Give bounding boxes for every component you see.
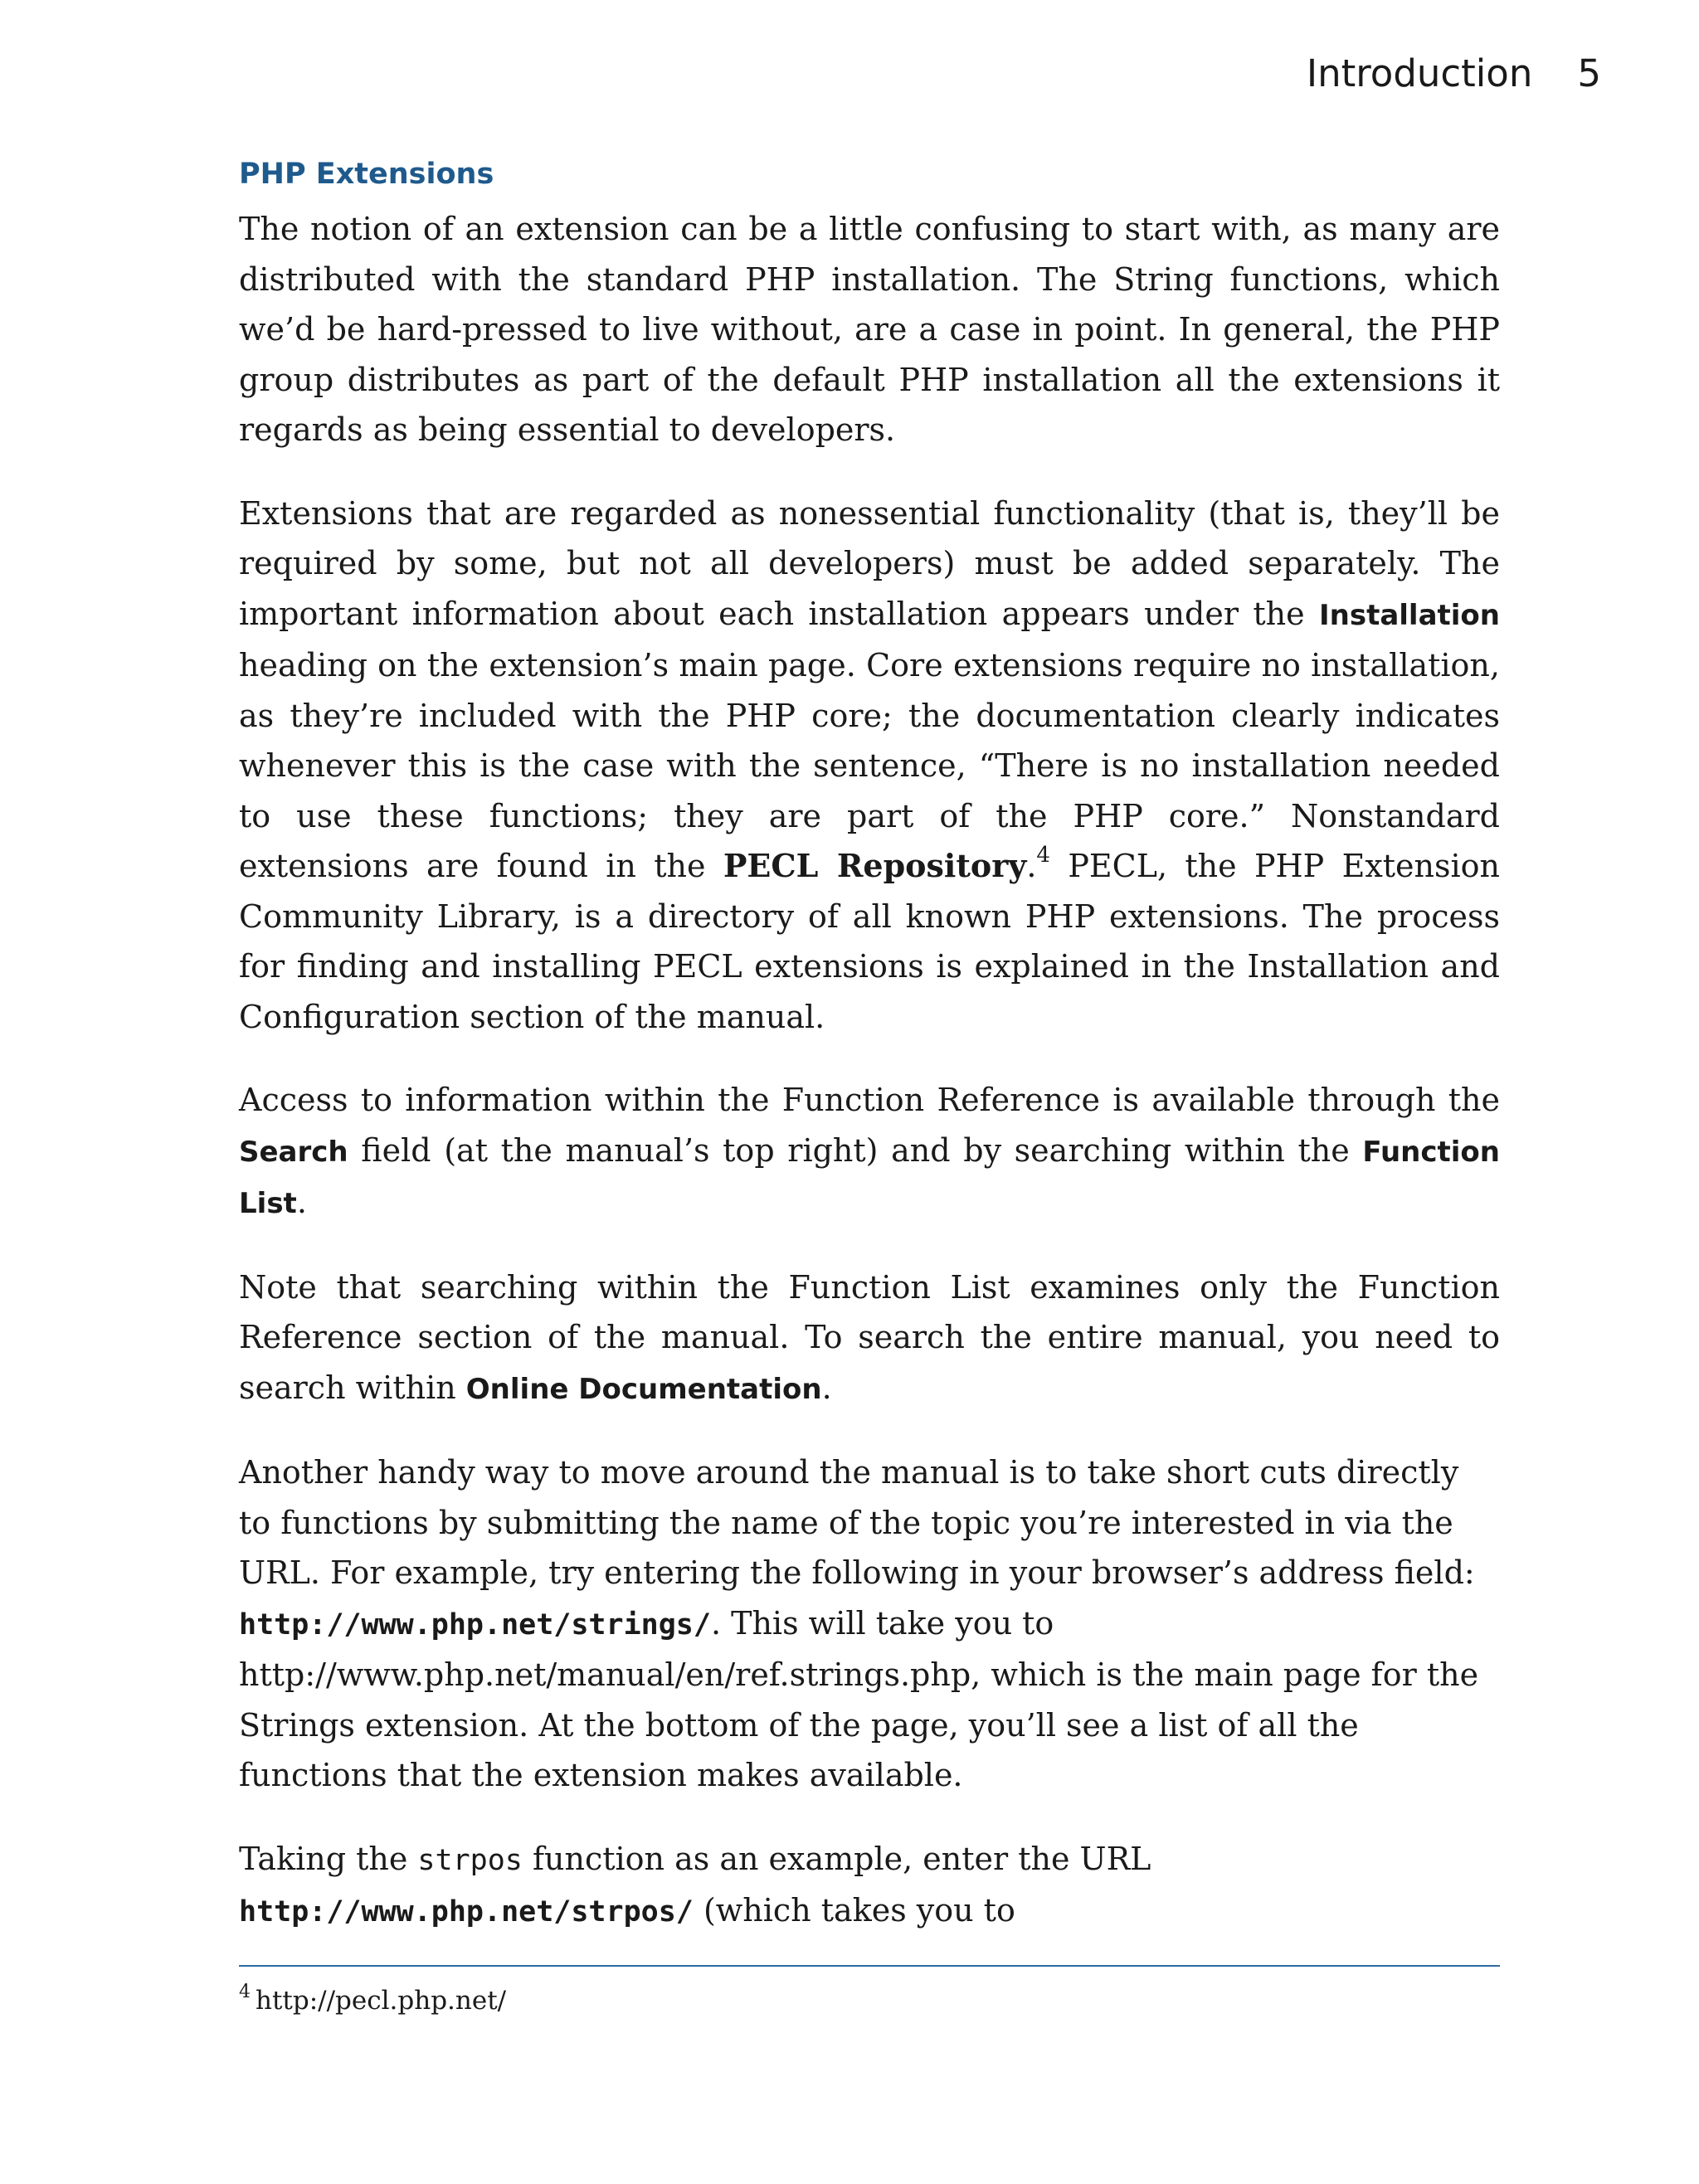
paragraph-6-text-3: (which takes you to — [693, 1892, 1015, 1929]
online-documentation-label: Online Documentation — [465, 1372, 822, 1406]
paragraph-1: The notion of an extension can be a little confusing to start with, as many are distributed with the standard PHP installation. The String functions, which we’d be hard-pressed to live without, are a case in point. In general, the PHP group distributes as part of the default PHP installation all the extensions it regards as being essential to developers. — [239, 211, 1500, 448]
main-content — [239, 158, 1500, 1971]
paragraph-5 — [239, 1447, 1500, 1801]
paragraph-6-text-2: function as an example, enter the URL — [522, 1840, 1151, 1877]
paragraph-2 — [239, 489, 1500, 1043]
running-head — [1307, 51, 1601, 95]
running-head-title: Introduction — [1306, 51, 1533, 95]
footnote-number: 4 — [239, 1982, 251, 2002]
page-number: 5 — [1577, 51, 1601, 95]
footnote — [239, 1984, 506, 2017]
footnote-reference: 4 — [1036, 843, 1050, 868]
paragraph-3-text-2: field (at the manual’s top right) and by searching within the — [348, 1131, 1363, 1169]
paragraph-3 — [239, 1075, 1500, 1229]
strpos-code: strpos — [417, 1843, 523, 1877]
paragraph-2-text-3: . — [1026, 848, 1037, 884]
strpos-url: http://www.php.net/strpos/ — [239, 1895, 694, 1929]
paragraph-2-text-1: Extensions that are regarded as nonessential functionality (that is, they’ll be required by some, but not all developers) must be added separately. The important information about each installation appears under the — [239, 494, 1500, 632]
paragraph-2-text-2: heading on the extension’s main page. Core extensions require no installation, as they’re included with the PHP core; the documentation clearly indicates whenever this is the case with the sentence, “There is no installation needed to use these functions; they are part of the PHP core.” Nonstandard extensions are found in the — [239, 647, 1500, 884]
paragraph-5-text-1: Another handy way to move around the manual is to take short cuts directly to functions by submitting the name of the topic you’re interested in via the URL. For example, try entering the following in your browser’s address field: — [239, 1454, 1475, 1591]
search-label: Search — [239, 1135, 348, 1169]
paragraph-5-text-2: . This will take you to http://www.php.net/manual/en/ref.strings.php, which is the main page for the Strings extension. At the bottom of the page, you’ll see a list of all the functions that the extension makes available. — [239, 1604, 1479, 1793]
installation-label: Installation — [1318, 598, 1500, 632]
paragraph-4-text-2: . — [821, 1369, 832, 1406]
paragraph-4 — [239, 1262, 1500, 1415]
footnote-text: http://pecl.php.net/ — [256, 1986, 507, 2016]
function-list-label: Function List — [239, 1135, 1500, 1220]
footnote-divider — [239, 1965, 1500, 1967]
paragraph-3-text-3: . — [296, 1184, 307, 1220]
paragraph-4-text-1: Note that searching within the Function List examines only the Function Reference section of the manual. To search the entire manual, you need to search within — [239, 1268, 1500, 1406]
paragraph-6 — [239, 1834, 1500, 1938]
paragraph-6-text-1: Taking the — [239, 1840, 418, 1877]
section-heading: PHP Extensions — [239, 158, 494, 191]
paragraph-2-text-4: PECL, the PHP Extension Community Library, is a directory of all known PHP extensions. The process for finding and installing PECL extensions is explained in the Installation and Configuration section of the manual. — [239, 848, 1500, 1035]
paragraph-3-text-1: Access to information within the Function Reference is available through the — [239, 1082, 1500, 1118]
pecl-repository-term: PECL Repository — [723, 847, 1027, 884]
strings-url: http://www.php.net/strings/ — [239, 1608, 711, 1642]
